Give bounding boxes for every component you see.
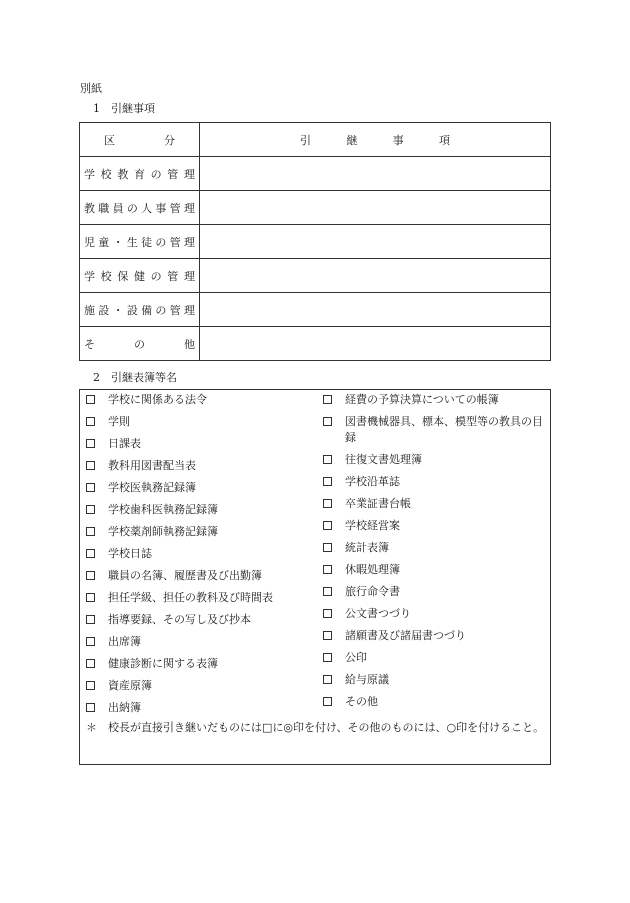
- category-char: 管: [167, 167, 179, 181]
- appendix-label: 別紙: [80, 82, 102, 95]
- category-char: 設: [98, 303, 110, 317]
- list-item-label: 学校に関係ある法令: [108, 393, 207, 406]
- list-item-label: 出納簿: [108, 701, 141, 714]
- list-item: [323, 672, 548, 688]
- category-cell: [80, 157, 200, 191]
- list-item: [323, 474, 548, 490]
- checkbox-icon[interactable]: [323, 587, 332, 596]
- checkbox-icon[interactable]: [323, 417, 332, 426]
- document-list-left: [86, 392, 316, 722]
- category-char: 徒: [141, 235, 153, 249]
- list-item-label: 学則: [108, 415, 130, 428]
- checkbox-icon[interactable]: [323, 609, 332, 618]
- checkbox-icon[interactable]: [86, 549, 95, 558]
- list-item-label: 学校日誌: [108, 547, 152, 560]
- list-item: [86, 414, 316, 430]
- list-item: [86, 634, 316, 650]
- section1-title: 1 引継事項: [93, 102, 155, 115]
- list-item: [323, 414, 548, 446]
- category-char: 学: [84, 269, 95, 283]
- category-char: 理: [183, 235, 195, 249]
- handover-items-table: [79, 122, 551, 361]
- document-list-box: [79, 389, 551, 765]
- list-item-label: 健康診断に関する表簿: [108, 657, 218, 670]
- list-item-label: 卒業証書台帳: [345, 497, 411, 510]
- category-char: の: [155, 235, 167, 249]
- category-char: の: [150, 269, 162, 283]
- category-char: 事: [155, 201, 167, 215]
- note-asterisk: ＊: [86, 721, 97, 734]
- checkbox-icon[interactable]: [323, 631, 332, 640]
- table-row: [80, 259, 551, 293]
- category-char: 教: [117, 167, 129, 181]
- category-cell: [80, 191, 200, 225]
- category-char: 設: [126, 303, 138, 317]
- checkbox-icon[interactable]: [323, 499, 332, 508]
- list-item: [86, 546, 316, 562]
- list-item: [86, 700, 316, 716]
- category-char: 施: [84, 303, 95, 317]
- list-item: [323, 562, 548, 578]
- list-item-label: 学校薬剤師執務記録簿: [108, 525, 218, 538]
- category-char: の: [126, 201, 138, 215]
- category-char: 保: [117, 269, 129, 283]
- category-char: 学: [84, 167, 95, 181]
- note-text: 校長が直接引き継いだものには□に◎印を付け、その他のものには、○印を付けること。: [108, 721, 545, 734]
- list-item: [86, 656, 316, 672]
- header-category-char: 区: [104, 133, 115, 147]
- category-char: 備: [141, 303, 153, 317]
- category-char: 理: [183, 303, 195, 317]
- checkbox-icon[interactable]: [86, 461, 95, 470]
- list-item: [323, 606, 548, 622]
- list-item: [86, 568, 316, 584]
- table-row: [80, 327, 551, 361]
- list-item: [86, 436, 316, 452]
- category-char: 員: [112, 201, 124, 215]
- list-item-label: 給与原議: [345, 673, 389, 686]
- list-item: [323, 584, 548, 600]
- list-item-label: 休暇処理簿: [345, 563, 400, 576]
- checkbox-icon[interactable]: [86, 483, 95, 492]
- category-char: 他: [184, 337, 195, 351]
- list-item-label: 学校歯科医執務記録簿: [108, 503, 218, 516]
- handover-entry-cell[interactable]: [200, 259, 551, 293]
- list-item: [86, 502, 316, 518]
- list-item: [86, 524, 316, 540]
- list-item-label: 公文書つづり: [345, 607, 411, 620]
- list-item: [86, 590, 316, 606]
- category-char: 教: [84, 201, 95, 215]
- checkbox-icon[interactable]: [323, 477, 332, 486]
- checkbox-icon[interactable]: [86, 703, 95, 712]
- checkbox-icon[interactable]: [323, 395, 332, 404]
- list-item-label: 指導要録、その写し及び抄本: [108, 613, 251, 626]
- checkbox-icon[interactable]: [323, 521, 332, 530]
- checkbox-icon[interactable]: [86, 439, 95, 448]
- category-char: の: [134, 337, 145, 351]
- list-item-label: 図書機械器具、標本、模型等の教具の目録: [345, 415, 543, 444]
- checkbox-icon[interactable]: [323, 455, 332, 464]
- list-item-label: 旅行命令書: [345, 585, 400, 598]
- category-char: 童: [98, 235, 110, 249]
- checkbox-icon[interactable]: [323, 697, 332, 706]
- checkbox-icon[interactable]: [86, 659, 95, 668]
- instruction-note: [86, 717, 546, 739]
- category-char: の: [155, 303, 167, 317]
- list-item: [86, 612, 316, 628]
- list-item-label: 往復文書処理簿: [345, 453, 422, 466]
- list-item: [323, 628, 548, 644]
- category-char: 校: [100, 269, 112, 283]
- category-char: ・: [112, 235, 124, 249]
- list-item: [323, 694, 548, 710]
- list-item-label: 経費の予算決算についての帳簿: [345, 393, 499, 406]
- table-row: [80, 191, 551, 225]
- category-char: ・: [112, 303, 124, 317]
- list-item-label: 担任学級、担任の教科及び時間表: [108, 591, 273, 604]
- document-list-right: [323, 392, 548, 716]
- category-char: そ: [84, 337, 95, 351]
- checkbox-icon[interactable]: [86, 571, 95, 580]
- category-char: 職: [98, 201, 110, 215]
- category-cell: [80, 259, 200, 293]
- category-char: 健: [133, 269, 145, 283]
- list-item-label: その他: [345, 695, 378, 708]
- list-item-label: 諸願書及び諸届書つづり: [345, 629, 466, 642]
- table-row: [80, 157, 551, 191]
- handover-entry-cell[interactable]: [200, 327, 551, 361]
- table-row: [80, 293, 551, 327]
- list-item-label: 統計表簿: [345, 541, 389, 554]
- category-char: 校: [100, 167, 112, 181]
- table-header-row: [80, 123, 551, 157]
- category-char: 育: [133, 167, 145, 181]
- category-cell: [80, 293, 200, 327]
- list-item-label: 日課表: [108, 437, 141, 450]
- header-items-cell: [200, 123, 551, 157]
- category-char: の: [150, 167, 162, 181]
- section2-title: 2 引継表簿等名: [93, 371, 177, 384]
- header-items-char: 引: [300, 133, 311, 147]
- category-char: 生: [126, 235, 138, 249]
- table-row: [80, 225, 551, 259]
- checkbox-icon[interactable]: [86, 593, 95, 602]
- list-item: [86, 458, 316, 474]
- category-char: 児: [84, 235, 95, 249]
- checkbox-icon[interactable]: [323, 675, 332, 684]
- list-item: [86, 678, 316, 694]
- category-char: 理: [183, 167, 195, 181]
- list-item: [323, 452, 548, 468]
- category-char: 管: [169, 201, 181, 215]
- category-char: 管: [167, 269, 179, 283]
- header-items-char: 継: [346, 133, 358, 147]
- list-item-label: 学校経営案: [345, 519, 400, 532]
- list-item: [323, 540, 548, 556]
- list-item: [86, 480, 316, 496]
- category-char: 管: [169, 235, 181, 249]
- category-char: 理: [183, 201, 195, 215]
- category-char: 理: [183, 269, 195, 283]
- handover-entry-cell[interactable]: [200, 293, 551, 327]
- handover-entry-cell[interactable]: [200, 191, 551, 225]
- header-items-char: 項: [438, 133, 450, 147]
- list-item-label: 学校沿革誌: [345, 475, 400, 488]
- header-category-char: 分: [164, 133, 175, 147]
- category-char: 人: [141, 201, 153, 215]
- list-item: [323, 518, 548, 534]
- category-char: 管: [169, 303, 181, 317]
- list-item-label: 資産原簿: [108, 679, 152, 692]
- checkbox-icon[interactable]: [86, 395, 95, 404]
- checkbox-icon[interactable]: [86, 505, 95, 514]
- checkbox-icon[interactable]: [86, 527, 95, 536]
- list-item-label: 学校医執務記録簿: [108, 481, 196, 494]
- header-category-cell: [80, 123, 200, 157]
- list-item: [323, 496, 548, 512]
- list-item-label: 出席簿: [108, 635, 141, 648]
- list-item-label: 教科用図書配当表: [108, 459, 196, 472]
- list-item: [323, 650, 548, 666]
- handover-entry-cell[interactable]: [200, 225, 551, 259]
- header-items-char: 事: [392, 133, 404, 147]
- category-cell: [80, 327, 200, 361]
- list-item-label: 公印: [345, 651, 367, 664]
- checkbox-icon[interactable]: [323, 543, 332, 552]
- list-item: [323, 392, 548, 408]
- checkbox-icon[interactable]: [323, 565, 332, 574]
- checkbox-icon[interactable]: [86, 637, 95, 646]
- checkbox-icon[interactable]: [86, 681, 95, 690]
- checkbox-icon[interactable]: [86, 417, 95, 426]
- category-cell: [80, 225, 200, 259]
- list-item: [86, 392, 316, 408]
- list-item-label: 職員の名簿、履歴書及び出勤簿: [108, 569, 262, 582]
- checkbox-icon[interactable]: [323, 653, 332, 662]
- handover-entry-cell[interactable]: [200, 157, 551, 191]
- checkbox-icon[interactable]: [86, 615, 95, 624]
